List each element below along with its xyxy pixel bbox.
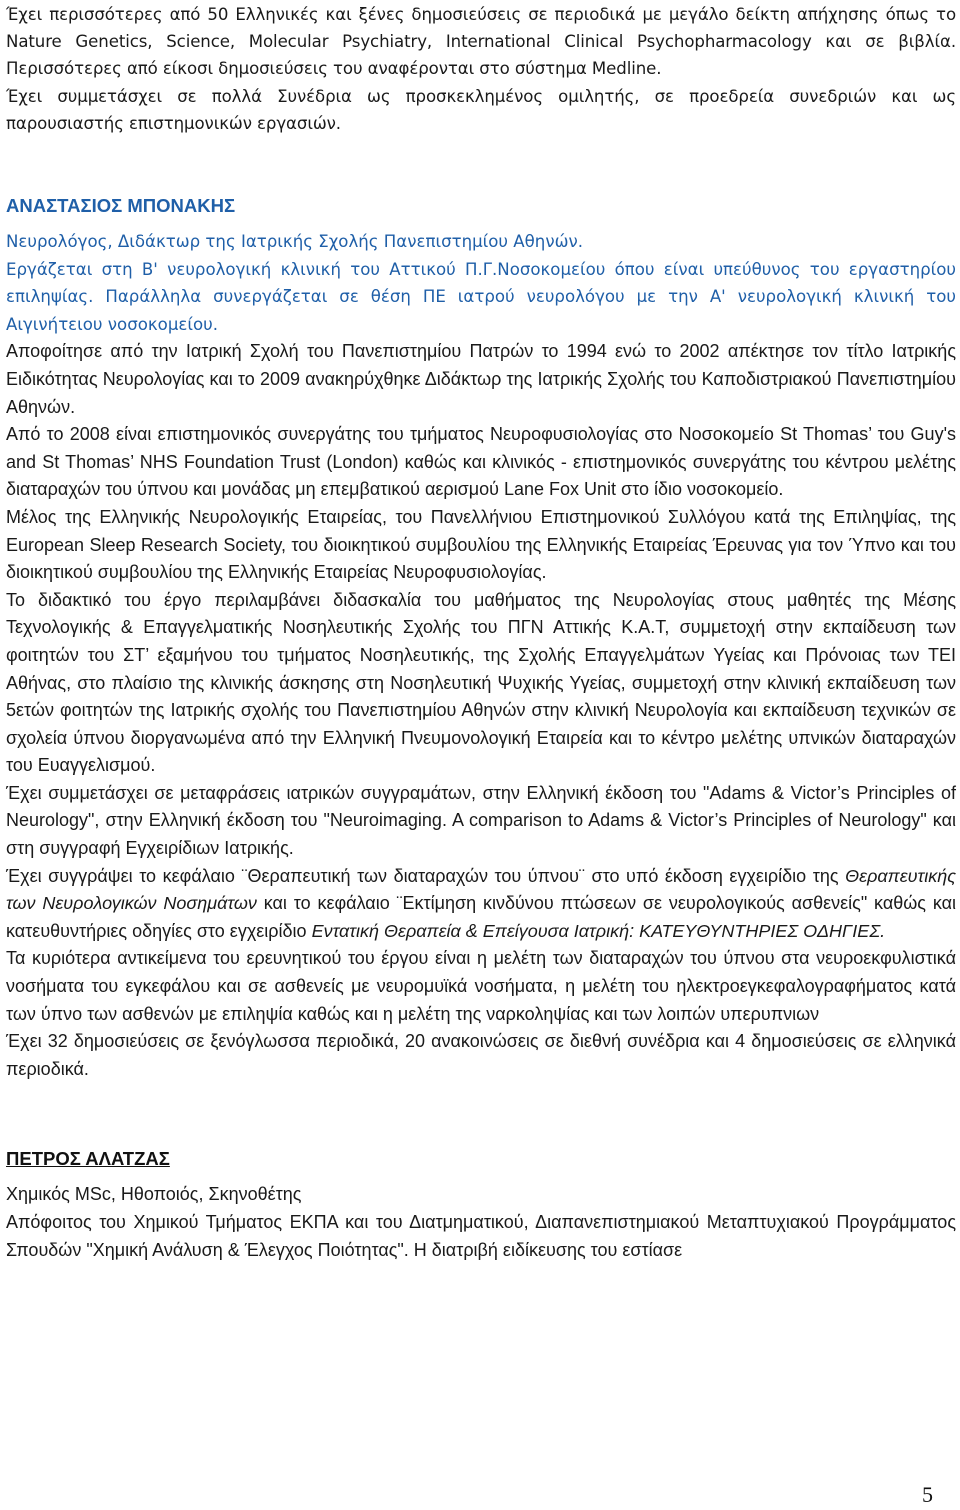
bonakis-london-paragraph: Από το 2008 είναι επιστημονικός συνεργάτης του τμήματος Νευροφυσιολογίας στο Νοσοκομείο St Thomas’ του Guy's and St Thomas’ NHS Foundation Trust (London) καθώς και κλινικός - επιστημονικός συνεργάτης του κέντρου μελέτης διαταραχών του ύπνου και μονάδας μη επεμβατικού αερισμού Lane Fox Unit στο ίδιο νοσοκομείο. bbox=[6, 424, 956, 500]
bonakis-membership-paragraph: Μέλος της Ελληνικής Νευρολογικής Εταιρείας, του Πανελλήνιου Επιστημονικού Συλλόγου κατά της Επιληψίας, της European Sleep Research Society, του διοικητικού συμβουλίου της Ελληνικής Εταιρείας Έρευνας για τον Ύπνο και του διοικητικού συμβουλίου της Ελληνικής Εταιρείας Νευροφυσιολογίας. bbox=[6, 506, 956, 583]
bonakis-work-paragraph: Εργάζεται στη Β' νευρολογική κλινική του Αττικού Π.Γ.Νοσοκομείου όπου είναι υπεύθυνος του εργαστηρίου επιληψίας. Παράλληλα συνεργάζεται σε θέση ΠΕ ιατρού νευρολόγου με την Α' νευρολογική κλινική του Αιγινήτειου νοσοκομείου. bbox=[6, 259, 956, 334]
page-number: 5 bbox=[922, 1482, 933, 1507]
bonakis-chapters-paragraph bbox=[6, 863, 956, 946]
chapters-text-c: και το κεφάλαιο ¨Εκτίμηση κινδύνου πτώσεων σε νευρολογικούς ασθενείς" καθώς και κατευθυντήριες οδηγίες στο εγχειρίδιο bbox=[6, 893, 957, 941]
intro-paragraph-conferences: Έχει συμμετάσχει σε πολλά Συνέδρια ως προσκεκλημένος ομιλητής, σε προεδρεία συνεδριών και ως παρουσιαστής επιστημονικών εργασιών. bbox=[6, 86, 956, 133]
section-heading-alatzas: ΠΕΤΡΟΣ ΑΛΑΤΖΑΣ bbox=[6, 1148, 170, 1170]
chapters-text-a: Έχει συγγράψει το κεφάλαιο ¨Θεραπευτική των διαταραχών του ύπνου¨ στο υπό έκδοση εγχειρίδιο της bbox=[6, 865, 846, 886]
document-page bbox=[6, 0, 956, 1264]
bonakis-education-paragraph: Αποφοίτησε από την Ιατρική Σχολή του Πανεπιστημίου Πατρών το 1994 ενώ το 2002 απέκτησε τον τίτλο Ιατρικής Ειδικότητας Νευρολογίας και το 2009 ανακηρύχθηκε Διδάκτωρ της Ιατρικής Σχολής του Καποδιστριακού Πανεπιστημίου Αθηνών. bbox=[6, 341, 956, 417]
alatzas-education-paragraph: Απόφοιτος του Χημικού Τμήματος ΕΚΠΑ και του Διατμηματικού, Διαπανεπιστημιακού Μεταπτυχιακού Προγράμματος Σπουδών "Χημική Ανάλυση & Έλεγχος Ποιότητας". Η διατριβή ειδίκευσης του εστίασε bbox=[6, 1212, 956, 1260]
alatzas-title-line: Χημικός MSc, Ηθοποιός, Σκηνοθέτης bbox=[6, 1184, 302, 1205]
bonakis-translations-paragraph: Έχει συμμετάσχει σε μεταφράσεις ιατρικών συγγραμάτων, στην Ελληνική έκδοση του "Adams & Victor’s Principles of Neurology", στην Ελληνική έκδοση του "Neuroimaging. A comparison to Adams & Victor’s Principles of Neurology" και στη συγγραφή Εγχειρίδιων Ιατρικής. bbox=[6, 782, 956, 859]
intro-paragraph-publications: Έχει περισσότερες από 50 Ελληνικές και ξένες δημοσιεύσεις σε περιοδικά με μεγάλο δείκτη απήχησης όπως το Nature Genetics, Science, Molecular Psychiatry, International Clinical Psychopharmacology και σε βιβλία. Περισσότερες από είκοσι δημοσιεύσεις του αναφέρονται στο σύστημα Medline. bbox=[6, 5, 956, 79]
chapters-book-title-1: Θεραπευτικής των Νευρολογικών Νοσημάτων bbox=[6, 865, 956, 914]
bonakis-title-line: Νευρολόγος, Διδάκτωρ της Ιατρικής Σχολής Πανεπιστημίου Αθηνών. bbox=[6, 232, 584, 252]
bonakis-blue-block bbox=[6, 228, 956, 338]
bonakis-research-paragraph: Τα κυριότερα αντικείμενα του ερευνητικού του έργου είναι η μελέτη των διαταραχών του ύπνου στα νευροεκφυλιστικά νοσήματα του εγκεφάλου και σε ασθενείς με νευρομυϊκά νοσήματα, η μελέτη του ηλεκτροεγκεφαλογραφήματος κατά των ύπνο των ασθενών με επιληψία καθώς και η μελέτη της ναρκοληψίας και των λοιπών υπερυπνιων bbox=[6, 948, 956, 1024]
chapters-book-title-2: Εντατική Θεραπεία & Επείγουσα Ιατρική: ΚΑΤΕΥΘΥΝΤΗΡΙΕΣ ΟΔΗΓΙΕΣ. bbox=[311, 920, 886, 941]
section-heading-bonakis: ΑΝΑΣΤΑΣΙΟΣ ΜΠΟΝΑΚΗΣ bbox=[6, 195, 236, 217]
bonakis-teaching-paragraph: Το διδακτικό του έργο περιλαμβάνει διδασκαλία του μαθήματος της Νευρολογίας στους μαθητές της Μέσης Τεχνολογικής & Επαγγελματικής Νοσηλευτικής Σχολής του ΠΓΝ Αττικής Κ.Α.Τ, συμμετοχή στην εκπαίδευση των φοιτητών του ΣΤ’ εξαμήνου του τμήματος Νοσηλευτικής, της Σχολής Επαγγελμάτων Υγείας και Πρόνοιας των ΤΕΙ Αθήνας, στο πλαίσιο της κλινικής άσκησης στη Νοσηλευτική Ψυχικής Υγείας, συμμετοχή στην κλινική εκπαίδευση των 5ετών φοιτητών της Ιατρικής σχολής του Πανεπιστημίου Αθηνών στην κλινική Νευρολογία και εκπαίδευση τεχνικών σε σχολεία ύπνου διοργανωμένα από την Ελληνική Πνευμονολογική Εταιρεία και το κέντρο μελέτης υπνικών διαταραχών του Ευαγγελισμού. bbox=[6, 589, 956, 776]
bonakis-publications-paragraph: Έχει 32 δημοσιεύσεις σε ξενόγλωσσα περιοδικά, 20 ανακοινώσεις σε διεθνή συνέδρια και 4 δημοσιεύσεις σε ελληνικά περιοδικά. bbox=[6, 1031, 956, 1079]
